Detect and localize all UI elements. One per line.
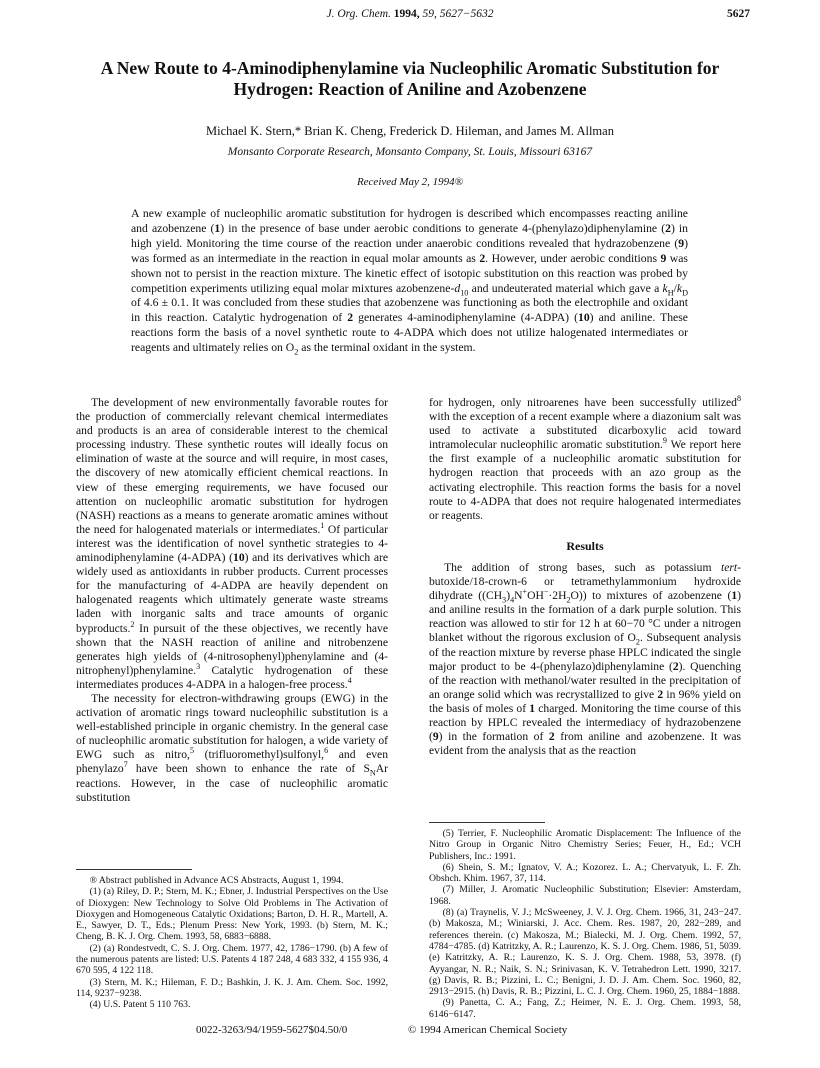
compound-number: 2 (479, 251, 486, 265)
footnote: (7) Miller, J. Aromatic Nucleophilic Substitution; Elsevier: Amsterdam, 1968. (429, 884, 741, 907)
footnote: (9) Panetta, C. A.; Fang, Z.; Heimer, N. E. J. Org. Chem. 1993, 58, 6146−6147. (429, 997, 741, 1020)
author-list: Michael K. Stern,* Brian K. Cheng, Frederick D. Hileman, and James M. Allman (206, 124, 614, 138)
left-column (76, 396, 388, 805)
right-column (429, 396, 741, 758)
footnote: (5) Terrier, F. Nucleophilic Aromatic Displacement: The Influence of the Nitro Group in Organic Nitro Chemistry Series; Feuer, H., Ed.; VCH Publishers, Inc.: 1991. (429, 828, 741, 862)
compound-number: 9 (678, 236, 685, 250)
footnote: (4) U.S. Patent 5 110 763. (89, 999, 191, 1011)
received-date: Received May 2, 1994® (356, 176, 464, 188)
copyright-notice: © 1994 American Chemical Society (408, 1024, 568, 1036)
right-footnotes (429, 818, 741, 1020)
footnote: (8) (a) Traynelis, V. J.; McSweeney, J. V. J. Org. Chem. 1966, 31, 243−247. (b) Makosza, M.; Winiarski, J. Acc. Chem. Res. 1987, 20, 282−289, and references therein. (c) Makosza, M.; Bialecki, M. J. Org. Chem. 1992, 57, 4784−4785. (d) Katritzky, A. R.; Laurenzo, K. S. J. Org. Chem. 1986, 51, 5039. (e) Katritzky, A. R.; Laurenzo, K. S. J. Org. Chem. 1988, 53, 3978. (f) Ayyangar, N. R.; Naik, S. N.; Srinivasan, K. V. Tetrahedron Lett. 1990, 3217. (g) Davis, R. B.; Pizzini, L. C.; Benigni, J. D. J. Am. Chem. Soc. 1960, 82, 2913−2915. (h) Davis, R. B.; Pizzini, L. C. J. Org. Chem. 1960, 25, 1884−1888. (429, 907, 741, 998)
compound-number: 10 (577, 311, 590, 325)
left-footnotes (76, 865, 388, 1011)
reference-marker: 3 (196, 661, 201, 671)
footnote: (3) Stern, M. K.; Hileman, F. D.; Bashkin, J. K. J. Am. Chem. Soc. 1992, 114, 9237−9238. (76, 976, 388, 999)
page-number: 5627 (727, 8, 750, 20)
reference-marker: 2 (130, 619, 135, 629)
journal-volume-pages: 59, 5627−5632 (422, 8, 494, 20)
footnote: (6) Shein, S. M.; Ignatov, V. A.; Kozorez. L. A.; Chervatyuk, L. F. Zh. Obshch. Khim. 1967, 37, 114. (429, 861, 741, 885)
compound-number: 1 (214, 221, 221, 235)
affiliation: Monsanto Corporate Research, Monsanto Company, St. Louis, Missouri 63167 (227, 146, 593, 158)
reference-marker: 5 (189, 746, 194, 756)
running-head (0, 8, 820, 26)
body-paragraph: The necessity for electron-withdrawing groups (EWG) in the activation of aromatic rings toward nucleophilic substitution is a well-established principle in organic chemistry. In the general case of nucleophilic aromatic substitution for halogen, a wide variety of EWG such as nitro,$^5$ (trifluoromethyl)sulfonyl,$^6$ and even phenylazo$^7$ have been shown to enhance the rate of $S_NAr$ reactions. However, in the case of nucleophilic aromatic substitution (76, 691, 388, 804)
article-code: 0022-3263/94/1959-5627$04.50/0 (196, 1024, 348, 1036)
journal-name: J. Org. Chem. (326, 8, 391, 20)
footnote-divider (429, 822, 545, 823)
compound-number: 9 (660, 251, 667, 265)
section-heading-results: Results (566, 538, 604, 553)
reference-marker: 1 (320, 520, 325, 530)
reference-marker: 7 (123, 760, 128, 770)
reference-marker: 8 (736, 394, 741, 404)
footnote: (2) (a) Rondestvedt, C. S. J. Org. Chem. 1977, 42, 1786−1790. (b) A few of the numerous patents are listed: U.S. Patents 4 187 248, 4 683 332, 4 155 936, 4 670 595, 4 122 118. (76, 942, 388, 977)
footnote-divider (76, 869, 192, 870)
body-paragraph: The development of new environmentally favorable routes for the production of commercially relevant chemical intermediates and products is an area of considerable interest to the chemical processing industry. These synthetic routes will ideally focus on elimination of waste at the source and will require, in most cases, the discovery of new atomically efficient chemical reactions. In view of these emerging requirements, we have focused our attention on nucleophilic aromatic substitution for hydrogen (NASH) reactions as a means to generate aromatic amines without the need for halogenated materials or intermediates.$^1$ Of particular interest was the identification of novel synthetic strategies to 4-aminodiphenylamine (4-ADPA) (10) and its derivatives which are widely used as antioxidants in rubber products. Current processes for the manufacturing of 4-ADPA are heavily dependent on halogenated reagents which ultimately generate waste streams laden with inorganic salts and trace amounts of organic byproducts.$^2$ In pursuit of the these objectives, we recently have shown that the NASH reaction of aniline and nitrobenzene generates high yields of (4-nitrosophenyl)phenylamine and (4-nitrophenyl)phenylamine.$^3$ Catalytic hydrogenation of these intermediates produces 4-ADPA in a halogen-free process.$^4$ (76, 396, 388, 691)
reference-marker: 9 (662, 436, 667, 446)
article-title: A New Route to 4-Aminodiphenylamine via Nucleophilic Aromatic Substitution for Hydrogen: Reaction of Aniline and Azobenzene (100, 58, 720, 99)
journal-citation (0, 8, 820, 20)
journal-year: 1994, (393, 8, 420, 20)
body-paragraph: The addition of strong bases, such as potassium tert-butoxide/18-crown-6 or tetramethylammonium hydroxide dihydrate $((CH_3)_4N^+OH^-\cdot 2H_2O)$) to mixtures of azobenzene (1) and aniline results in the formation of a dark purple solution. This reaction was allowed to stir for 12 h at 60−70 °C under a nitrogen blanket without the rigorous exclusion of $O_2$. Subsequent analysis of the reaction mixture by reverse phase HPLC indicated the single major product to be 4-(phenylazo)diphenylamine (2). Quenching of the reaction with methanol/water resulted in the precipitation of an orange solid which was recrystallized to give 2 in 96% yield on the basis of moles of 1 charged. Monitoring the time course of this reaction by HPLC revealed the intermediacy of hydrazobenzene (9) in the formation of 2 from aniline and azobenzene. It was evident from the analysis that as the reaction (429, 560, 741, 758)
reference-marker: 6 (324, 746, 329, 756)
compound-number: 2 (665, 221, 671, 235)
footnote: ® Abstract published in Advance ACS Abstracts, August 1, 1994. (89, 875, 344, 886)
body-paragraph: for hydrogen, only nitroarenes have been successfully utilized$^8$ with the exception of a recent example where a diazonium salt was used to activate a substituted dicarboxylic acid toward intramolecular nucleophilic aromatic substitution.$^9$ We report here the first example of a nucleophilic aromatic substitution for hydrogen reaction that proceeds with an azo group as the activating electrophile. This reaction forms the basis for a novel route to 4-ADPA that does not require halogenated intermediates or reagents. (429, 394, 742, 522)
compound-number: 2 (347, 311, 354, 325)
abstract: A new example of nucleophilic aromatic substitution for hydrogen is described which encompasses reacting aniline and azobenzene (1) in the presence of base under aerobic conditions to generate 4-(phenylazo)diphenylamine (2) in high yield. Monitoring the time course of the reaction under anaerobic conditions revealed that hydrazobenzene (9) was formed as an intermediate in the reaction in equal molar amounts as 2. However, under aerobic conditions 9 was shown not to persist in the reaction mixture. The kinetic effect of isotopic substitution on this reaction was probed by competition experiments utilizing equal molar mixtures azobenzene-$d_{10}$ and undeuterated material which gave a $k_H/k_D$ of 4.6 ± 0.1. It was concluded from these studies that azobenzene was functioning as both the electrophile and oxidant in this reaction. Catalytic hydrogenation of 2 generates 4-aminodiphenylamine (4-ADPA) (10) and aniline. These reactions form the basis of a novel synthetic route to 4-ADPA which does not utilize halogenated intermediates or reagents and ultimately relies on $O_2$ as the terminal oxidant in the system. (131, 207, 688, 357)
footnote: (1) (a) Riley, D. P.; Stern, M. K.; Ebner, J. Industrial Perspectives on the Use of Dioxygen: New Technology to Solve Old Problems in The Activation of Dioxygen and Homogeneous Catalytic Oxidations; Barton, D. H. R., Martell, A. E., Sawyer, D. T., Eds.; Plenum Press: New York, 1993. (b) Stern, M. K.; Cheng, B. K. J. Org. Chem. 1993, 58, 6883−6888. (76, 886, 388, 943)
reference-marker: 4 (347, 676, 352, 686)
